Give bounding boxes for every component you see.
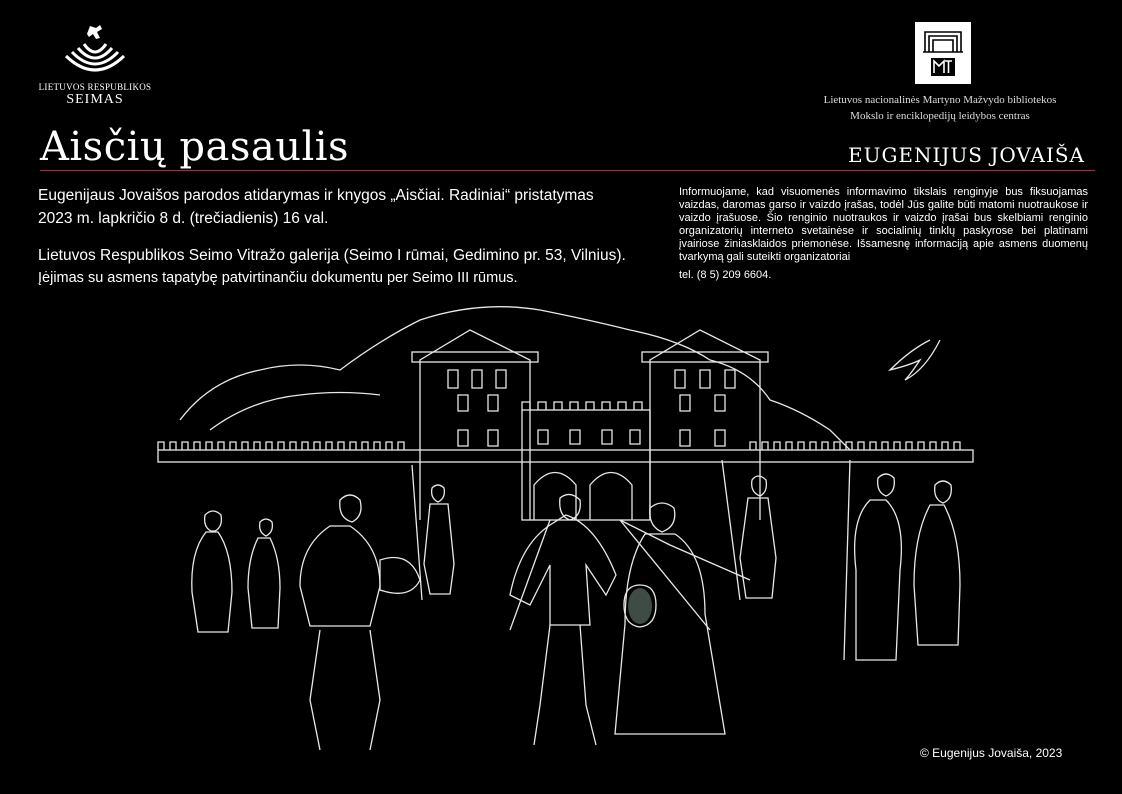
library-name: [790, 92, 1090, 124]
event-details: [38, 184, 678, 290]
castle-and-people-line-art: [150, 300, 980, 780]
seimas-emblem-icon: [60, 22, 130, 78]
library-name-line2: Mokslo ir enciklopedijų leidybos centras: [850, 110, 1030, 122]
privacy-notice-phone: tel. (8 5) 209 6604.: [679, 269, 772, 281]
seimas-logo: [30, 22, 160, 108]
copyright-notice: © Eugenijus Jovaiša, 2023: [920, 746, 1063, 760]
author-name: EUGENIJUS JOVAIŠA: [848, 143, 1085, 167]
seimas-logo-line2: SEIMAS: [66, 92, 124, 107]
page-title: Aisčių pasaulis: [40, 124, 350, 170]
title-divider: [40, 170, 1095, 171]
privacy-notice: Informuojame, kad visuomenės informavimo tikslais renginyje bus fiksuojamas vaizdas, daromas garso ir vaizdo įrašas, todėl Jūs galite būti matomi nuotraukose ir vaizdo įrašuose. Šio renginio nuotraukos ir vaizdo įrašai bus skelbiami renginio organizatorių interneto svetainėse ir socialinių tinklų paskyrose bei platinami įvairiose žiniasklaidos priemonėse. Išsamesnę informaciją apie asmens duomenų tvarkymą gali suteikti organizatoriai: [679, 186, 1088, 263]
library-name-line1: Lietuvos nacionalinės Martyno Mažvydo bibliotekos: [823, 94, 1057, 106]
seimas-logo-line1: LIETUVOS RESPUBLIKOS: [38, 82, 152, 92]
event-line-date: 2023 m. lapkričio 8 d. (trečiadienis) 16 val.: [38, 210, 329, 227]
event-line-venue: Lietuvos Respublikos Seimo Vitražo galerija (Seimo I rūmai, Gedimino pr. 53, Vilnius).: [38, 247, 626, 264]
event-line-title: Eugenijaus Jovaišos parodos atidarymas ir knygos „Aisčiai. Radiniai“ pristatymas: [38, 187, 594, 204]
library-emblem-icon: [915, 22, 971, 84]
event-line-entry: Įėjimas su asmens tapatybę patvirtinančiu dokumentu per Seimo III rūmus.: [38, 270, 518, 286]
